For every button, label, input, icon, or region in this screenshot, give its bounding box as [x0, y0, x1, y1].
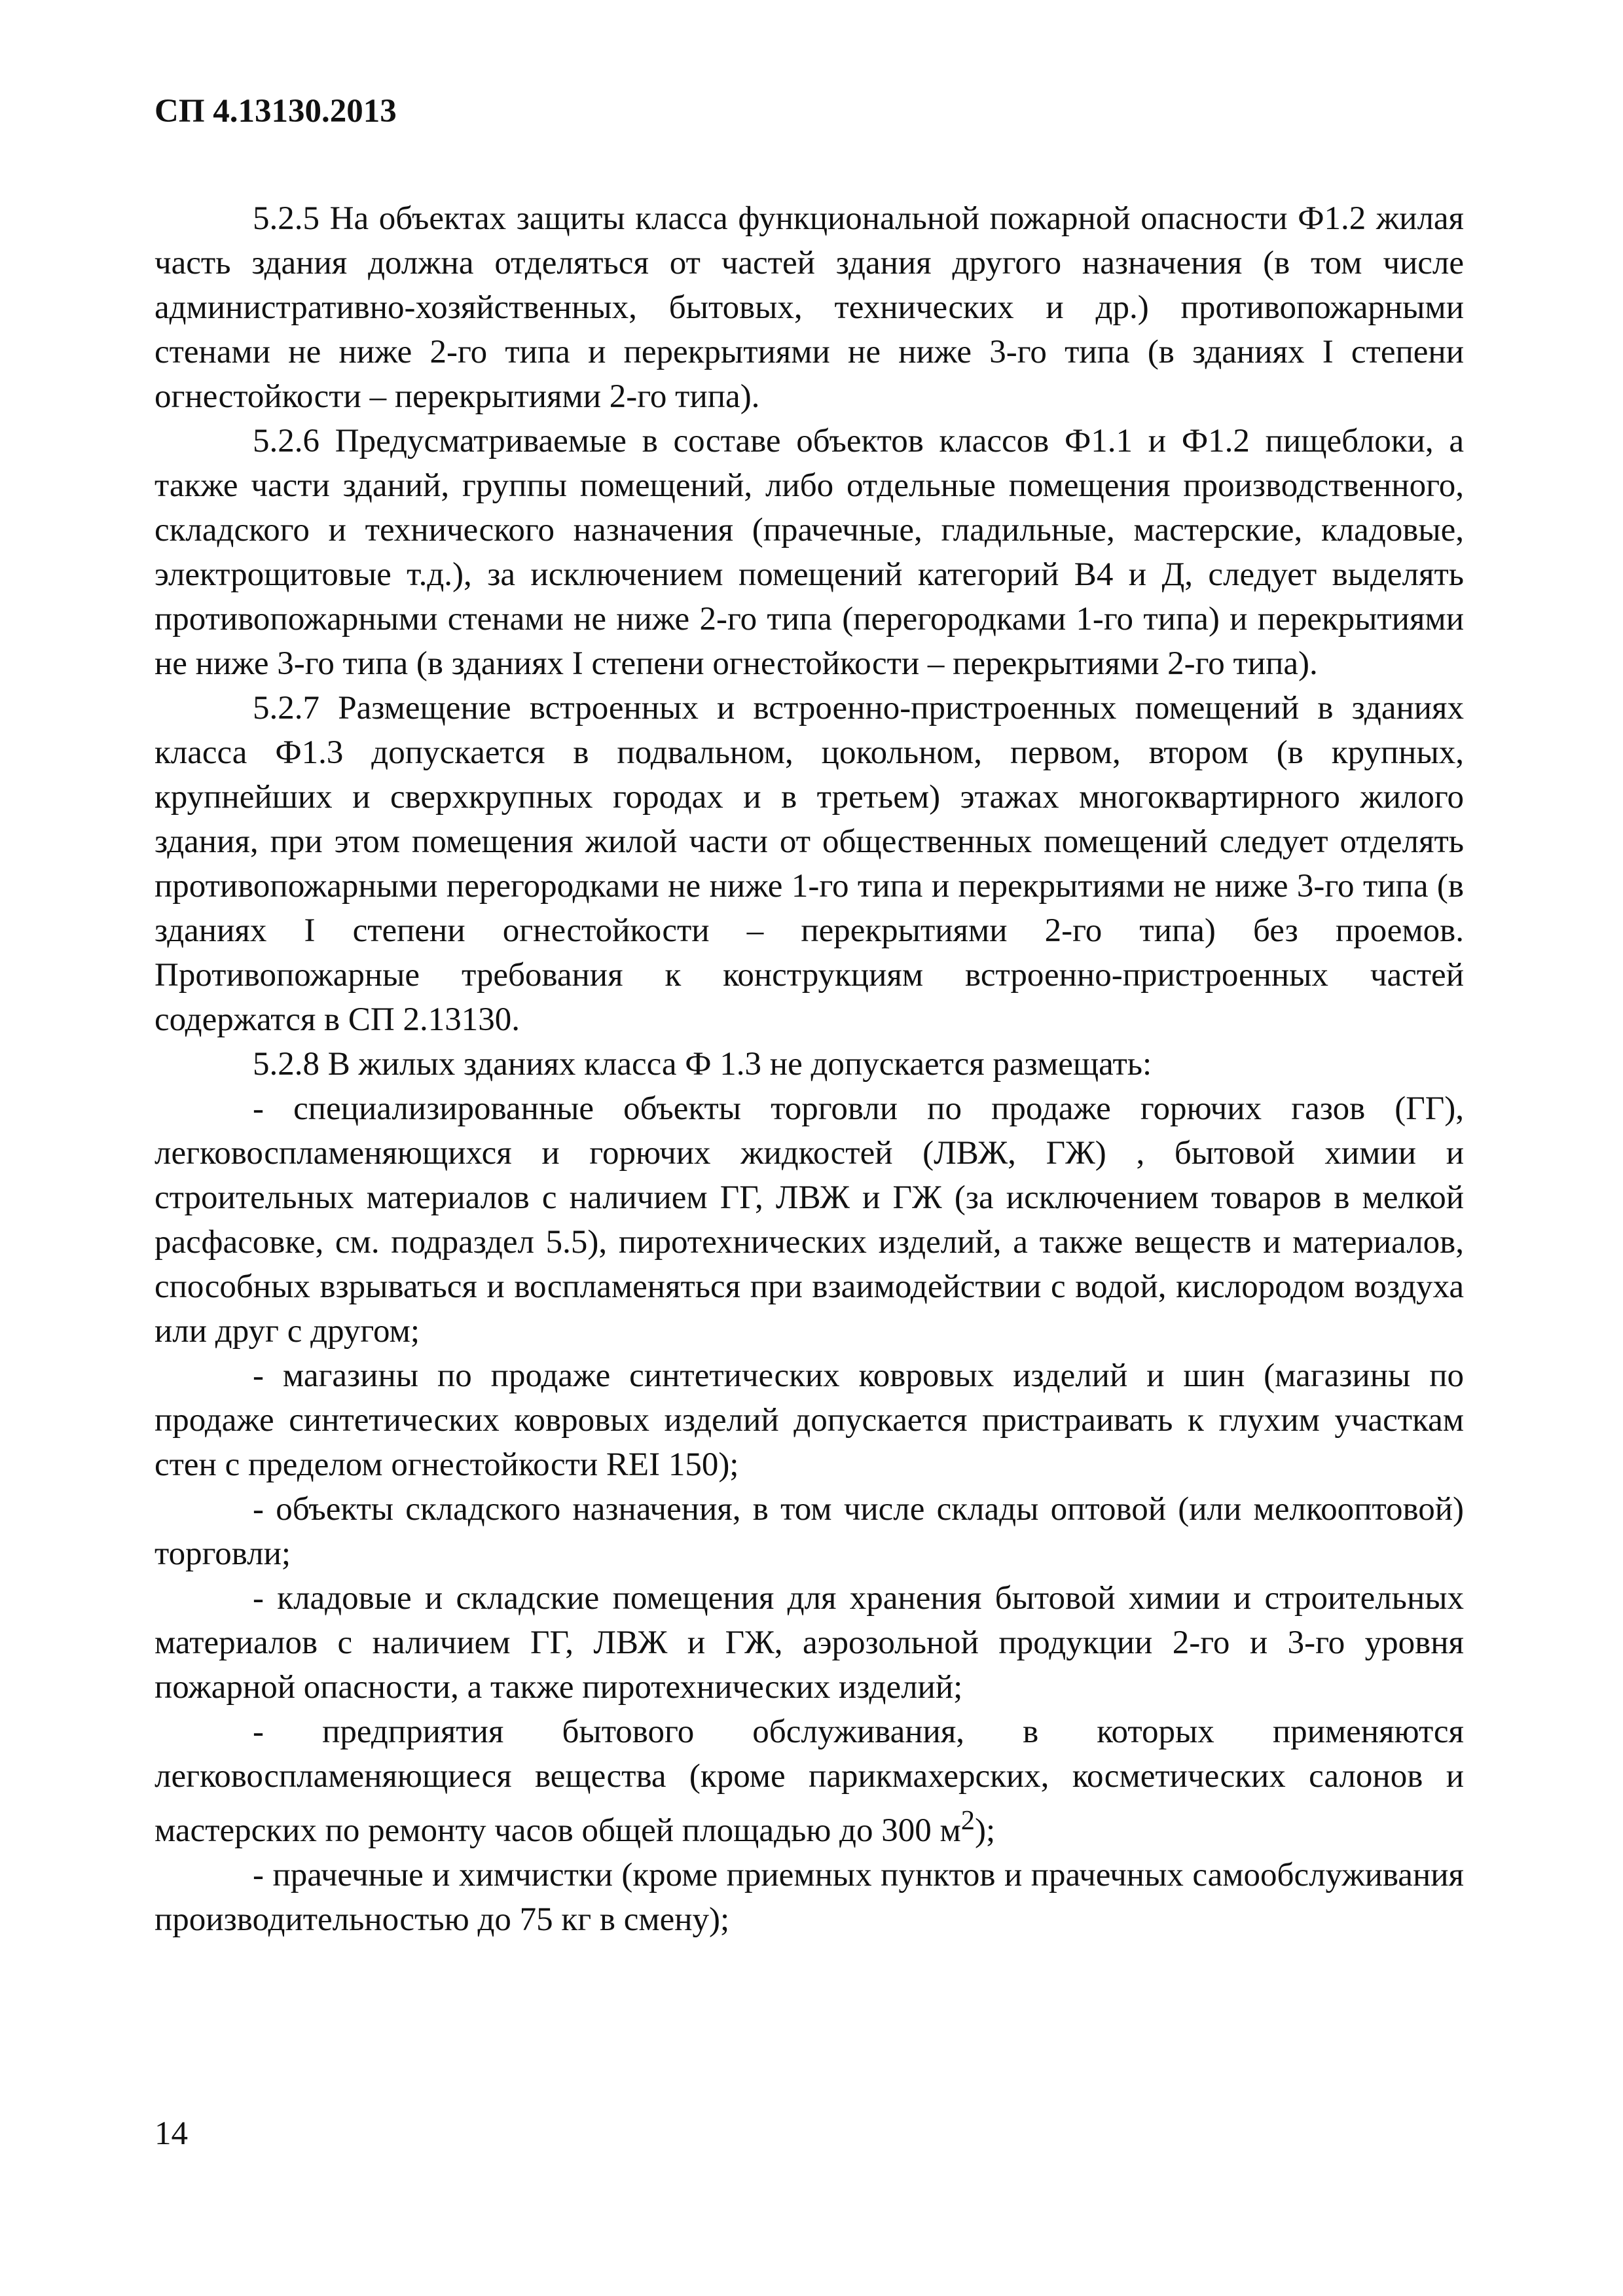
page-number: 14 — [155, 2115, 188, 2152]
consumer-services-text-end: ); — [975, 1812, 996, 1849]
list-item-laundries: - прачечные и химчистки (кроме приемных пунктов и прачечных самообслуживания производительностью до 75 кг в смену); — [155, 1857, 1464, 1938]
list-item-warehouses: - объекты складского назначения, в том числе склады оптовой (или мелкооптовой) торговли; — [155, 1491, 1464, 1572]
list-item-storage-rooms: - кладовые и складские помещения для хранения бытовой химии и строительных материалов с наличием ГГ, ЛВЖ и ГЖ, аэрозольной продукции 2-го и 3-го уровня пожарной опасности, а также пиротехнических изделий; — [155, 1580, 1464, 1706]
clause-5-2-7: 5.2.7 Размещение встроенных и встроенно-пристроенных помещений в зданиях класса Ф1.3 допускается в подвальном, цокольном, первом, втором (в крупных, крупнейших и сверхкрупных городах и в третьем) этажах многоквартирного жилого здания, при этом помещения жилой части от общественных помещений следует отделять противопожарными перегородками не ниже 1-го типа и перекрытиями не ниже 3-го типа (в зданиях I степени огнестойкости – перекрытиями 2-го типа) без проемов. Противопожарные требования к конструкциям встроенно-пристроенных частей содержатся в СП 2.13130. — [155, 690, 1464, 1038]
clause-5-2-5: 5.2.5 На объектах защиты класса функциональной пожарной опасности Ф1.2 жилая часть здания должна отделяться от частей здания другого назначения (в том числе административно-хозяйственных, бытовых, технических и др.) противопожарными стенами не ниже 2-го типа и перекрытиями не ниже 3-го типа (в зданиях I степени огнестойкости – перекрытиями 2-го типа). — [155, 200, 1464, 415]
clause-5-2-8: 5.2.8 В жилых зданиях класса Ф 1.3 не допускается размещать: — [253, 1046, 1152, 1083]
clause-5-2-6: 5.2.6 Предусматриваемые в составе объектов классов Ф1.1 и Ф1.2 пищеблоки, а также части зданий, группы помещений, либо отдельные помещения производственного, складского и технического назначения (прачечные, гладильные, мастерские, кладовые, электрощитовые т.д.), за исключением помещений категорий В4 и Д, следует выделять противопожарными стенами не ниже 2-го типа (перегородками 1-го типа) и перекрытиями не ниже 3-го типа (в зданиях I степени огнестойкости – перекрытиями 2-го типа). — [155, 423, 1464, 682]
area-unit-superscript: 2 — [960, 1805, 976, 1836]
document-code-header: СП 4.13130.2013 — [155, 93, 397, 130]
list-item-consumer-services — [155, 1710, 1464, 1853]
list-item-trade-objects: - специализированные объекты торговли по продаже горючих газов (ГГ), легковоспламеняющихся и горючих жидкостей (ЛВЖ, ГЖ) , бытовой химии и строительных материалов с наличием ГГ, ЛВЖ и ГЖ (за исключением товаров в мелкой расфасовке, см. подраздел 5.5), пиротехнических изделий, а также веществ и материалов, способных взрываться и воспламеняться при взаимодействии с водой, кислородом воздуха или друг с другом; — [155, 1090, 1464, 1350]
list-item-carpet-shops: - магазины по продаже синтетических ковровых изделий и шин (магазины по продаже синтетических ковровых изделий допускается пристраивать к глухим участкам стен с пределом огнестойкости REI 150); — [155, 1357, 1464, 1483]
document-body — [155, 196, 1464, 1942]
consumer-services-text: - предприятия бытового обслуживания, в которых применяются легковоспламеняющиеся вещества (кроме парикмахерских, косметических салонов и мастерских по ремонту часов общей площадью до 300 м — [155, 1713, 1464, 1849]
